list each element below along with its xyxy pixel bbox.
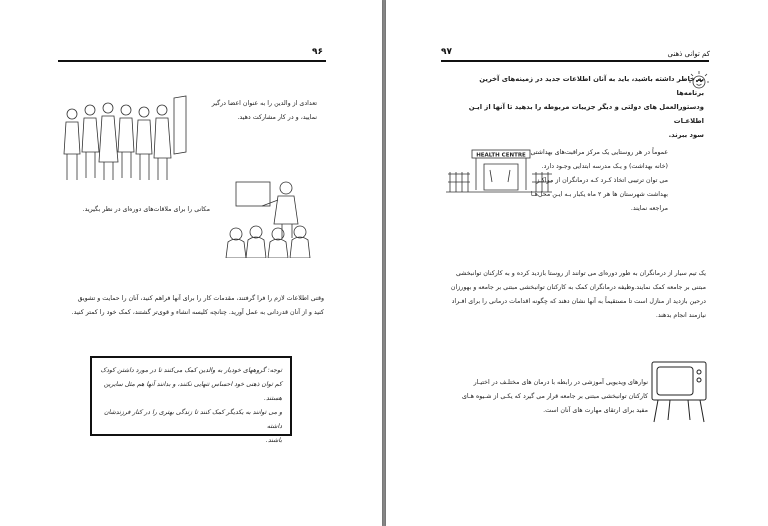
left-page	[0, 0, 382, 526]
health-centre-sign: HEALTH CENTRE	[476, 152, 526, 159]
paragraph-meeting-place: مکانی را برای ملاقات‌های دوره‌ای در نظر بگیرید.	[82, 206, 210, 213]
right-page	[386, 0, 768, 526]
page-number: ۹۶	[312, 47, 323, 57]
paragraph-support: وقتی اطلاعات لازم را فرا گرفتند، مقدمات کار را برای آنها فراهم کنید، آنان را حمایت و تشویق کنید و از آنان قدردانی به عمل آورید. چنانچه کلیسه انشاء و قوی‌تر گشتند، کمک خود را کمتر کنید.	[71, 295, 324, 316]
meeting-illustration	[222, 176, 322, 258]
television-illustration	[648, 354, 710, 424]
paragraph-health-house: عموماً در هر روستایی یک مرکز مراقبت‌های بهداشتی (خانه بهداشت) و یـک مدرسه ابتدایی وجـود دارد. می توان ترتیبی اتخاذ کـرد کـه درمانگران از مراکـز بهداشت شهرستان ها هر ۲ ماه یکبار بـه ایـن محل‌هـا مراجعه نمایند.	[530, 149, 668, 212]
header-rule	[441, 60, 709, 62]
paragraph-videos: نوارهای ویدیویی آموزشی در رابطه با درمان های مختلـف در اختیـار کارکنان توانبخشی مبتنی بر جامعه قرار می گیرد که یکـی از شـیوه هـای مفید برای ارتقای مهارت های آنان است.	[461, 379, 648, 414]
note-box	[90, 356, 292, 444]
paragraph-mobile-team: یک تیم سیار از درمانگران به طور دوره‌ای می توانند از روستا بازدید کرده و به کارکنان توانبخشی مبتنی بر جامعه کمک نمایند.وظیفه درمانگران کمک به کارکنان توانبخشی مبتنی بر جامعه و بهورزان درحین بازدید از منازل است تا مستقیماً به آنها نشان دهند که چگونه اقدامات درمانی را برای افـراد نیازمند انجام بدهند.	[450, 270, 706, 319]
header-rule	[58, 60, 326, 62]
paragraph-involve-parents: تعدادی از والدین را به عنوان اعضا درگیر نمایید، و در کار مشارکت دهید.	[211, 100, 317, 121]
paragraph-new-information: به خاطر داشته باشید، باید به آنان اطلاعات جدید در زمینه‌های آخرین برنامه‌ها ودستورالعمل های دولتی و دیگر جزییات مربوطه را بدهید تا آنها از ایـن اطلاعـات سود ببرند.	[468, 75, 704, 139]
header-title: کم توانی ذهنی	[667, 50, 710, 58]
page-number: ۹۷	[441, 47, 452, 57]
note-text: توجه: گروههای خودیار به والدین کمک می‌کنند تا در مورد داشتن کودک کم توان ذهنی خود احساس تنهایی نکنند، و بدانند آنها هم مثل سایرین هستند. و می توانند به یکدیگر کمک کنند تا زندگی بهتری را در کنار فرزندشان داشته باشند.	[100, 367, 282, 444]
